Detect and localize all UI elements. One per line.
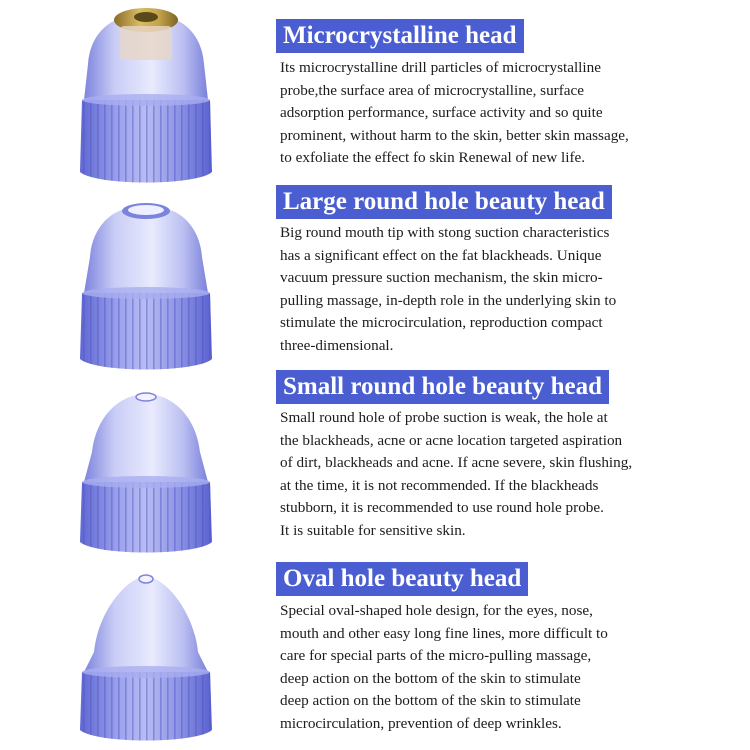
description-line: stimulate the microcirculation, reproduction compact bbox=[280, 314, 603, 331]
section-description bbox=[280, 407, 725, 542]
description-line: stubborn, it is recommended to use round hole probe. bbox=[280, 499, 604, 516]
section-description bbox=[280, 600, 725, 735]
description-line: microcirculation, prevention of deep wrinkles. bbox=[280, 714, 562, 732]
description-line: It is suitable for sensitive skin. bbox=[280, 521, 466, 539]
description-line: vacuum pressure suction mechanism, the skin micro- bbox=[280, 269, 603, 286]
section-microcrystalline bbox=[0, 0, 750, 185]
description-line: prominent, without harm to the skin, better skin massage, bbox=[280, 126, 629, 144]
large-round-hole-probe-image bbox=[76, 195, 216, 375]
description-line: Small round hole of probe suction is weak, the hole at bbox=[280, 409, 608, 426]
description-line: at the time, it is not recommended. If the blackheads bbox=[280, 476, 599, 494]
description-line: of dirt, blackheads and acne. If acne severe, skin flushing, bbox=[280, 454, 633, 471]
description-line: Special oval-shaped hole design, for the eyes, nose, bbox=[280, 602, 593, 619]
description-line: pulling massage, in-depth role in the underlying skin to bbox=[280, 291, 617, 309]
large-round-hole-probe-head-icon bbox=[76, 195, 216, 375]
description-line: mouth and other easy long fine lines, more difficult to bbox=[280, 624, 608, 642]
small-round-hole-probe-image bbox=[76, 382, 216, 558]
section-title: Oval hole beauty head bbox=[276, 562, 528, 596]
description-line: three-dimensional. bbox=[280, 336, 394, 354]
description-line: deep action on the bottom of the skin to stimulate bbox=[280, 669, 581, 687]
description-line: the blackheads, acne or acne location targeted aspiration bbox=[280, 431, 623, 449]
description-line: deep action on the bottom of the skin to stimulate bbox=[280, 692, 581, 709]
oval-hole-probe-head-icon bbox=[76, 568, 216, 744]
description-line: Big round mouth tip with stong suction characteristics bbox=[280, 224, 610, 241]
description-line: has a significant effect on the fat blackheads. Unique bbox=[280, 246, 602, 264]
description-line: Its microcrystalline drill particles of microcrystalline bbox=[280, 59, 601, 76]
section-description bbox=[280, 222, 725, 357]
small-round-hole-probe-head-icon bbox=[76, 382, 216, 558]
description-line: to exfoliate the effect fo skin Renewal of new life. bbox=[280, 149, 586, 166]
oval-hole-probe-image bbox=[76, 568, 216, 744]
microcrystalline-probe-head-icon bbox=[76, 4, 216, 188]
description-line: probe,the surface area of microcrystalline, surface bbox=[280, 81, 585, 99]
section-oval-hole bbox=[0, 560, 750, 750]
description-line: adsorption performance, surface activity and so quite bbox=[280, 104, 603, 121]
description-line: care for special parts of the micro-pulling massage, bbox=[280, 647, 592, 664]
section-large-round-hole bbox=[0, 185, 750, 370]
section-title: Microcrystalline head bbox=[276, 19, 524, 53]
section-description bbox=[280, 57, 725, 170]
microcrystalline-probe-image bbox=[76, 4, 216, 188]
section-small-round-hole bbox=[0, 370, 750, 560]
section-title: Small round hole beauty head bbox=[276, 370, 609, 404]
section-title: Large round hole beauty head bbox=[276, 185, 612, 219]
